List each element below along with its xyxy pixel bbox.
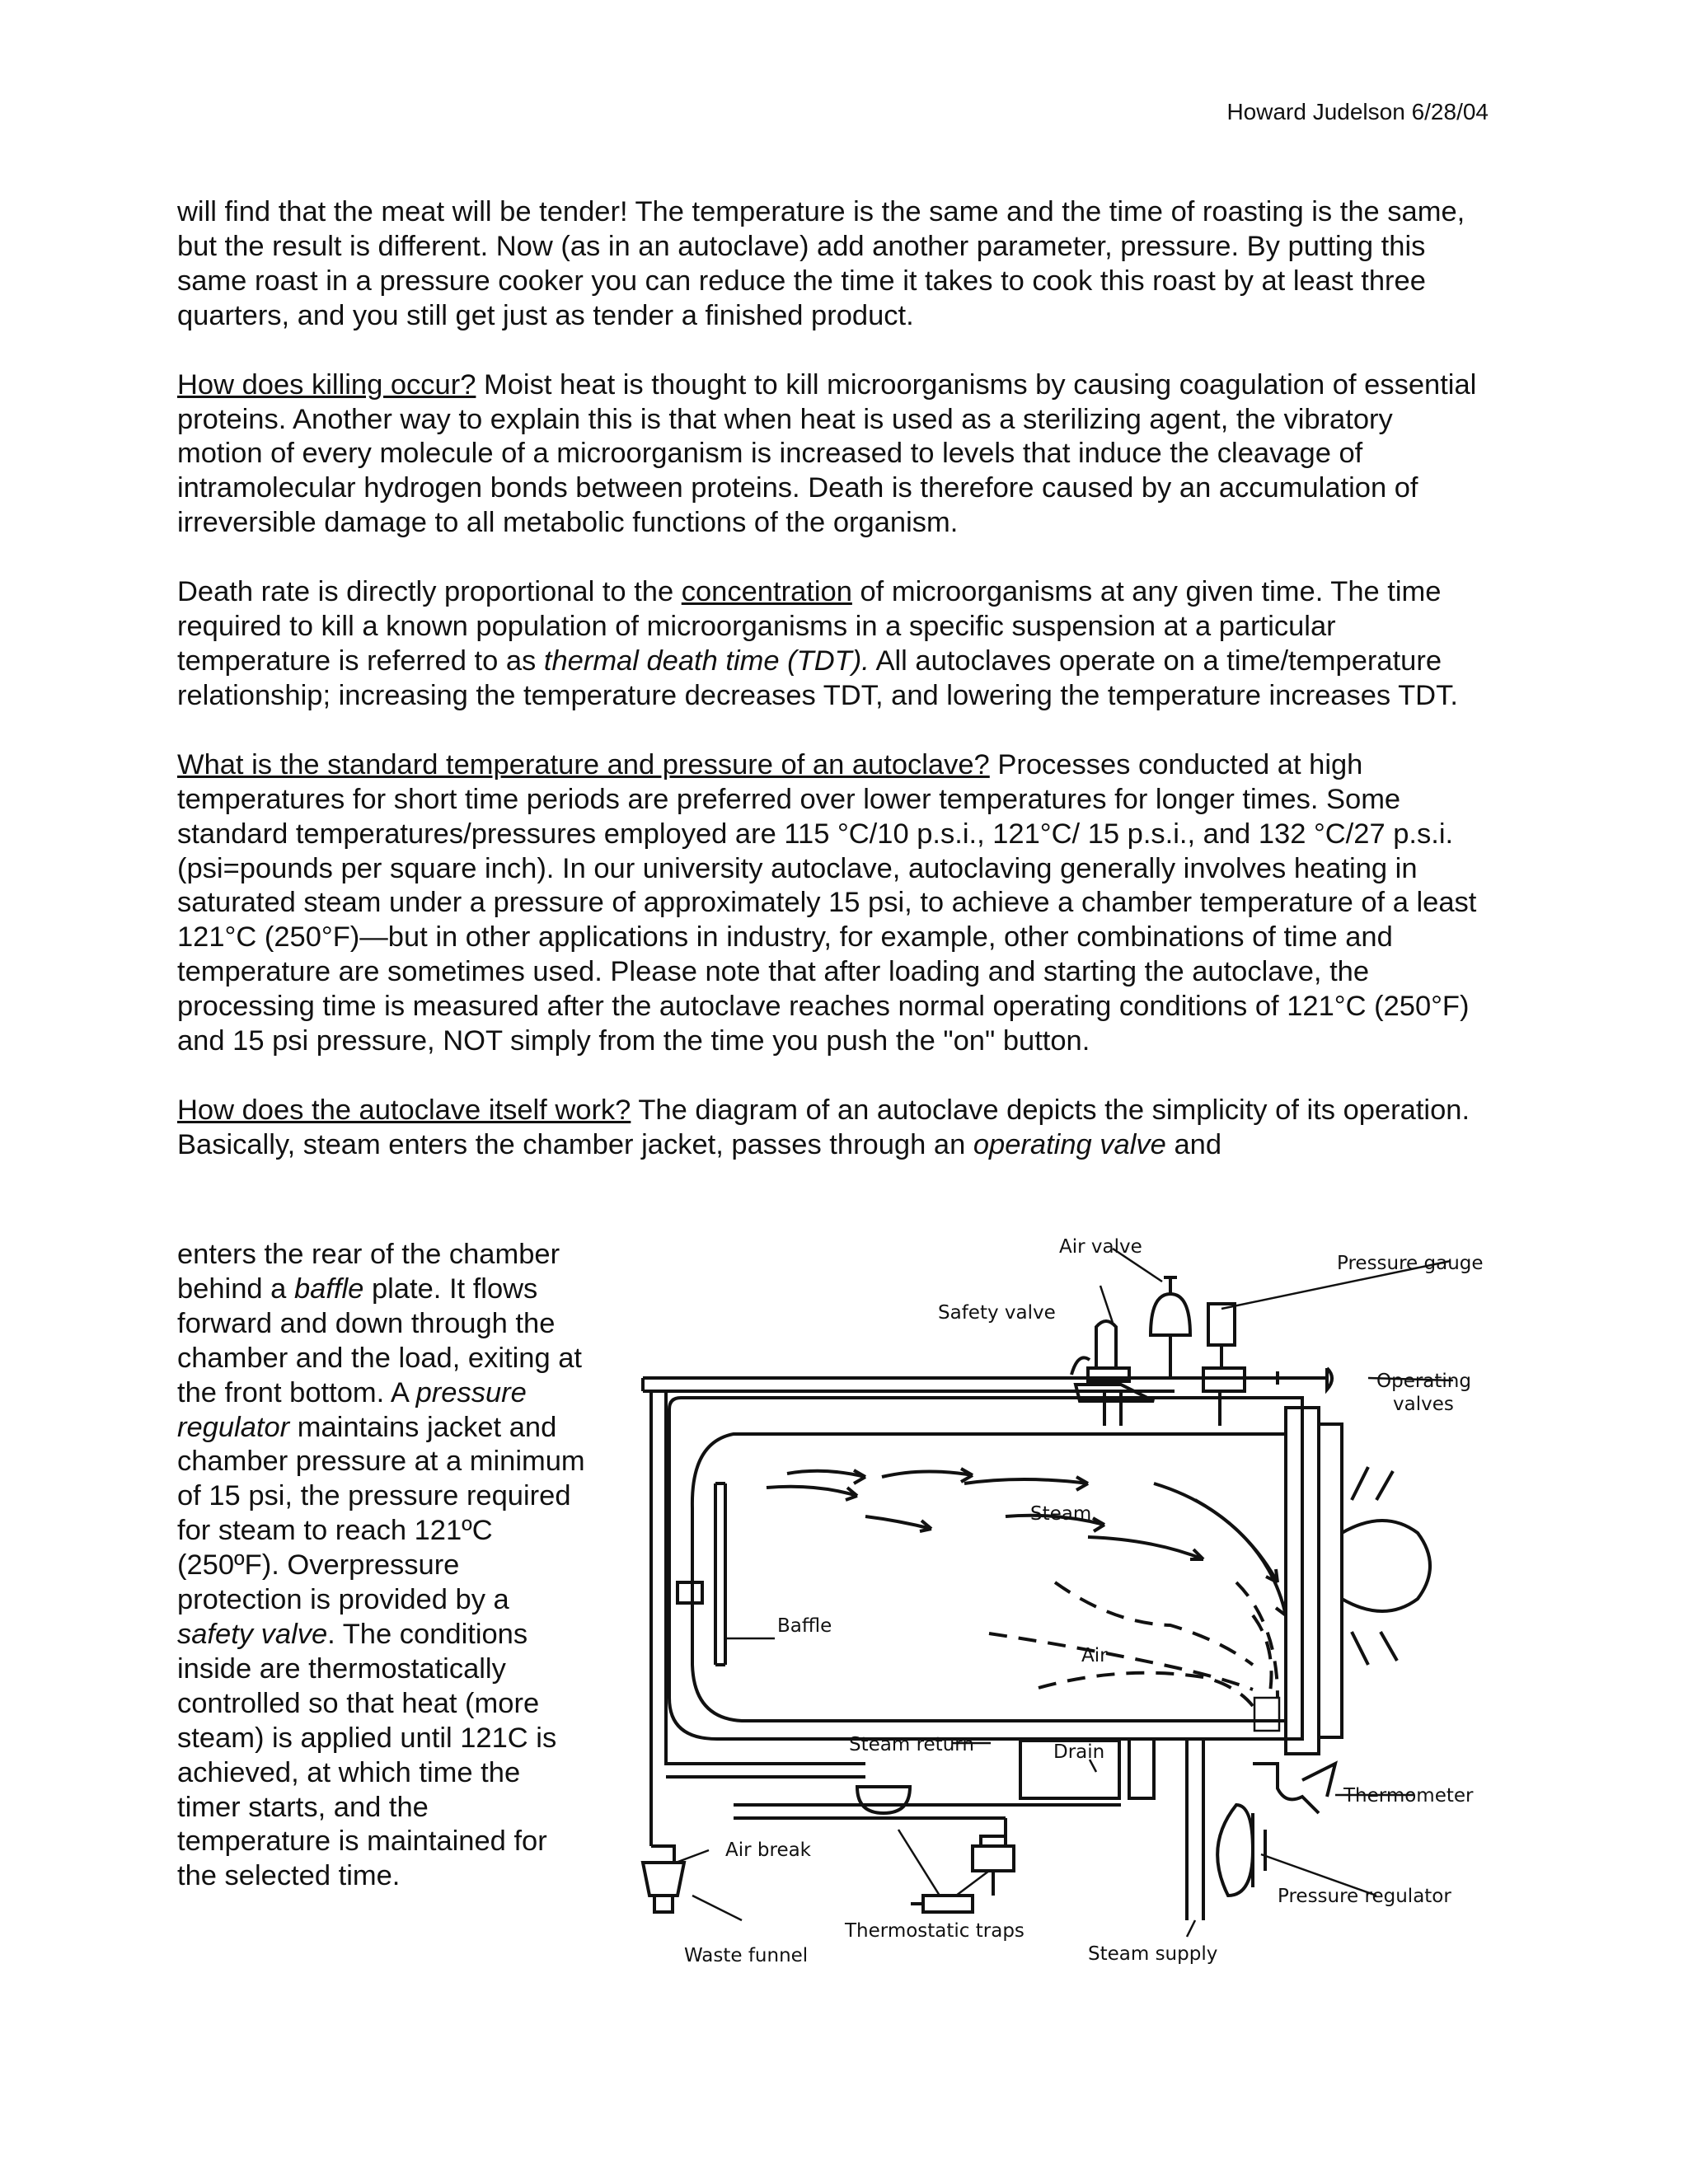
label-thermostatic-traps: Thermostatic traps [845, 1920, 1025, 1942]
term-concentration: concentration [681, 576, 852, 608]
text-flow-b: plate. It flows forward and down through the chamber and the load, exiting at the front bottom. A [177, 1272, 582, 1408]
paragraph-flow [177, 1238, 589, 1894]
label-baffle: Baffle [777, 1615, 832, 1637]
safety-valve [1096, 1321, 1116, 1368]
heading-killing: How does killing occur? [177, 368, 476, 401]
thermostatic-trap [973, 1836, 1014, 1871]
paragraph-death-rate [177, 575, 1484, 714]
label-steam-return: Steam return [849, 1734, 974, 1755]
label-pressure-regulator: Pressure regulator [1278, 1886, 1451, 1907]
chamber-jacket [669, 1398, 1302, 1739]
term-tdt: thermal death time (TDT). [543, 644, 870, 677]
drain-screen [1254, 1698, 1279, 1731]
label-thermometer: Thermometer [1343, 1785, 1474, 1807]
text-flow-a: enters the rear of the chamber behind a [177, 1239, 560, 1305]
paragraph-how-works [177, 1094, 1484, 1163]
text-flow-d: . The conditions inside are thermostatically controlled so that heat (more steam) is applied until 121C is achieved, at which time the timer starts, and the temperature is maintained for the selected time. [177, 1618, 557, 1892]
paragraph-standard [177, 748, 1484, 1059]
text-how-works-a: The diagram of an autoclave depicts the simplicity of its operation. Basically, steam enters the chamber jacket, passes through an [177, 1094, 1470, 1160]
paragraph-killing [177, 368, 1484, 541]
autoclave-diagram [626, 1236, 1484, 1978]
label-air-valve: Air valve [1059, 1236, 1142, 1258]
waste-funnel [643, 1863, 684, 1912]
label-operating: Operating [1376, 1371, 1471, 1392]
steam-return-trap [857, 1787, 910, 1813]
heading-standard: What is the standard temperature and pressure of an autoclave? [177, 748, 990, 780]
text-standard: Processes conducted at high temperatures for short time periods are preferred over lower temperatures for longer times. Some standard temperatures/pressures employed are 115 °C/10 p.s.i., 121°C/ 15 p.s.i., and 132 °C/27 p.s.i. (psi=pounds per square inch). In our university autoclave, autoclaving generally involves heating in saturated steam under a pressure of approximately 15 psi, to achieve a chamber temperature of a least 121°C (250°F)—but in other applications in industry, for example, other combinations of time and temperature are sometimes used. Please note that after loading and starting the autoclave, the processing time is measured after the autoclave reaches normal operating conditions of 121°C (250°F) and 15 psi pressure, NOT simply from the time you push the "on" button. [177, 748, 1477, 1057]
heading-how-works: How does the autoclave itself work? [177, 1094, 631, 1126]
term-pressure-regulator: pressure regulator [177, 1376, 527, 1443]
label-drain: Drain [1053, 1741, 1105, 1763]
term-safety-valve: safety valve [177, 1618, 328, 1650]
label-air: Air [1081, 1645, 1108, 1666]
document-body [177, 195, 1484, 1163]
label-pressure-gauges: Pressure gauges [1337, 1253, 1484, 1274]
term-operating-valve: operating valve [973, 1128, 1166, 1160]
text-flow-c: maintains jacket and chamber pressure at a minimum of 15 psi, the pressure required for steam to reach 121ºC (250ºF). Overpressure protection is provided by a [177, 1411, 585, 1616]
paragraph-roast: will find that the meat will be tender! The temperature is the same and the time of roasting is the same, but the result is different. Now (as in an autoclave) add another parameter, pressure. By putting this same roast in a pressure cooker you can reduce the time it takes to cook this roast by at least three quarters, and you still get just as tender a finished product. [177, 196, 1465, 331]
label-waste-funnel: Waste funnel [684, 1945, 809, 1966]
door-handle [1342, 1521, 1430, 1611]
header-author-date: Howard Judelson 6/28/04 [1226, 99, 1489, 124]
steam-flow [787, 1470, 865, 1483]
label-steam-supply: Steam supply [1088, 1943, 1218, 1965]
text-death-rate-b: of microorganisms at any given time. The time required to kill a known population of microorganisms in a specific suspension at a particular temperature is referred to as [177, 576, 1442, 677]
pressure-regulator [1217, 1805, 1253, 1896]
thermometer [1253, 1764, 1319, 1813]
text-how-works-b: and [1165, 1128, 1222, 1160]
pressure-gauge [1208, 1304, 1235, 1345]
text-death-rate-c: All autoclaves operate on a time/temperature relationship; increasing the temperature decreases TDT, and lowering the temperature increases TDT. [177, 644, 1458, 711]
label-safety-valve: Safety valve [938, 1302, 1056, 1324]
term-baffle: baffle [293, 1272, 364, 1305]
text-killing: Moist heat is thought to kill microorganisms by causing coagulation of essential proteins. Another way to explain this is that when heat is used as a sterilizing agent, the vibratory motion of every molecule of a microorganism is increased to levels that induce the cleavage of intramolecular hydrogen bonds between proteins. Death is therefore caused by an accumulation of irreversible damage to all metabolic functions of the organism. [177, 368, 1477, 539]
text-death-rate-a: Death rate is directly proportional to the [177, 576, 682, 608]
label-air-break: Air break [725, 1840, 812, 1861]
label-valves: valves [1393, 1394, 1454, 1415]
baffle-plate [715, 1483, 725, 1665]
label-steam: Steam [1030, 1503, 1092, 1525]
air-valve [1151, 1294, 1190, 1335]
